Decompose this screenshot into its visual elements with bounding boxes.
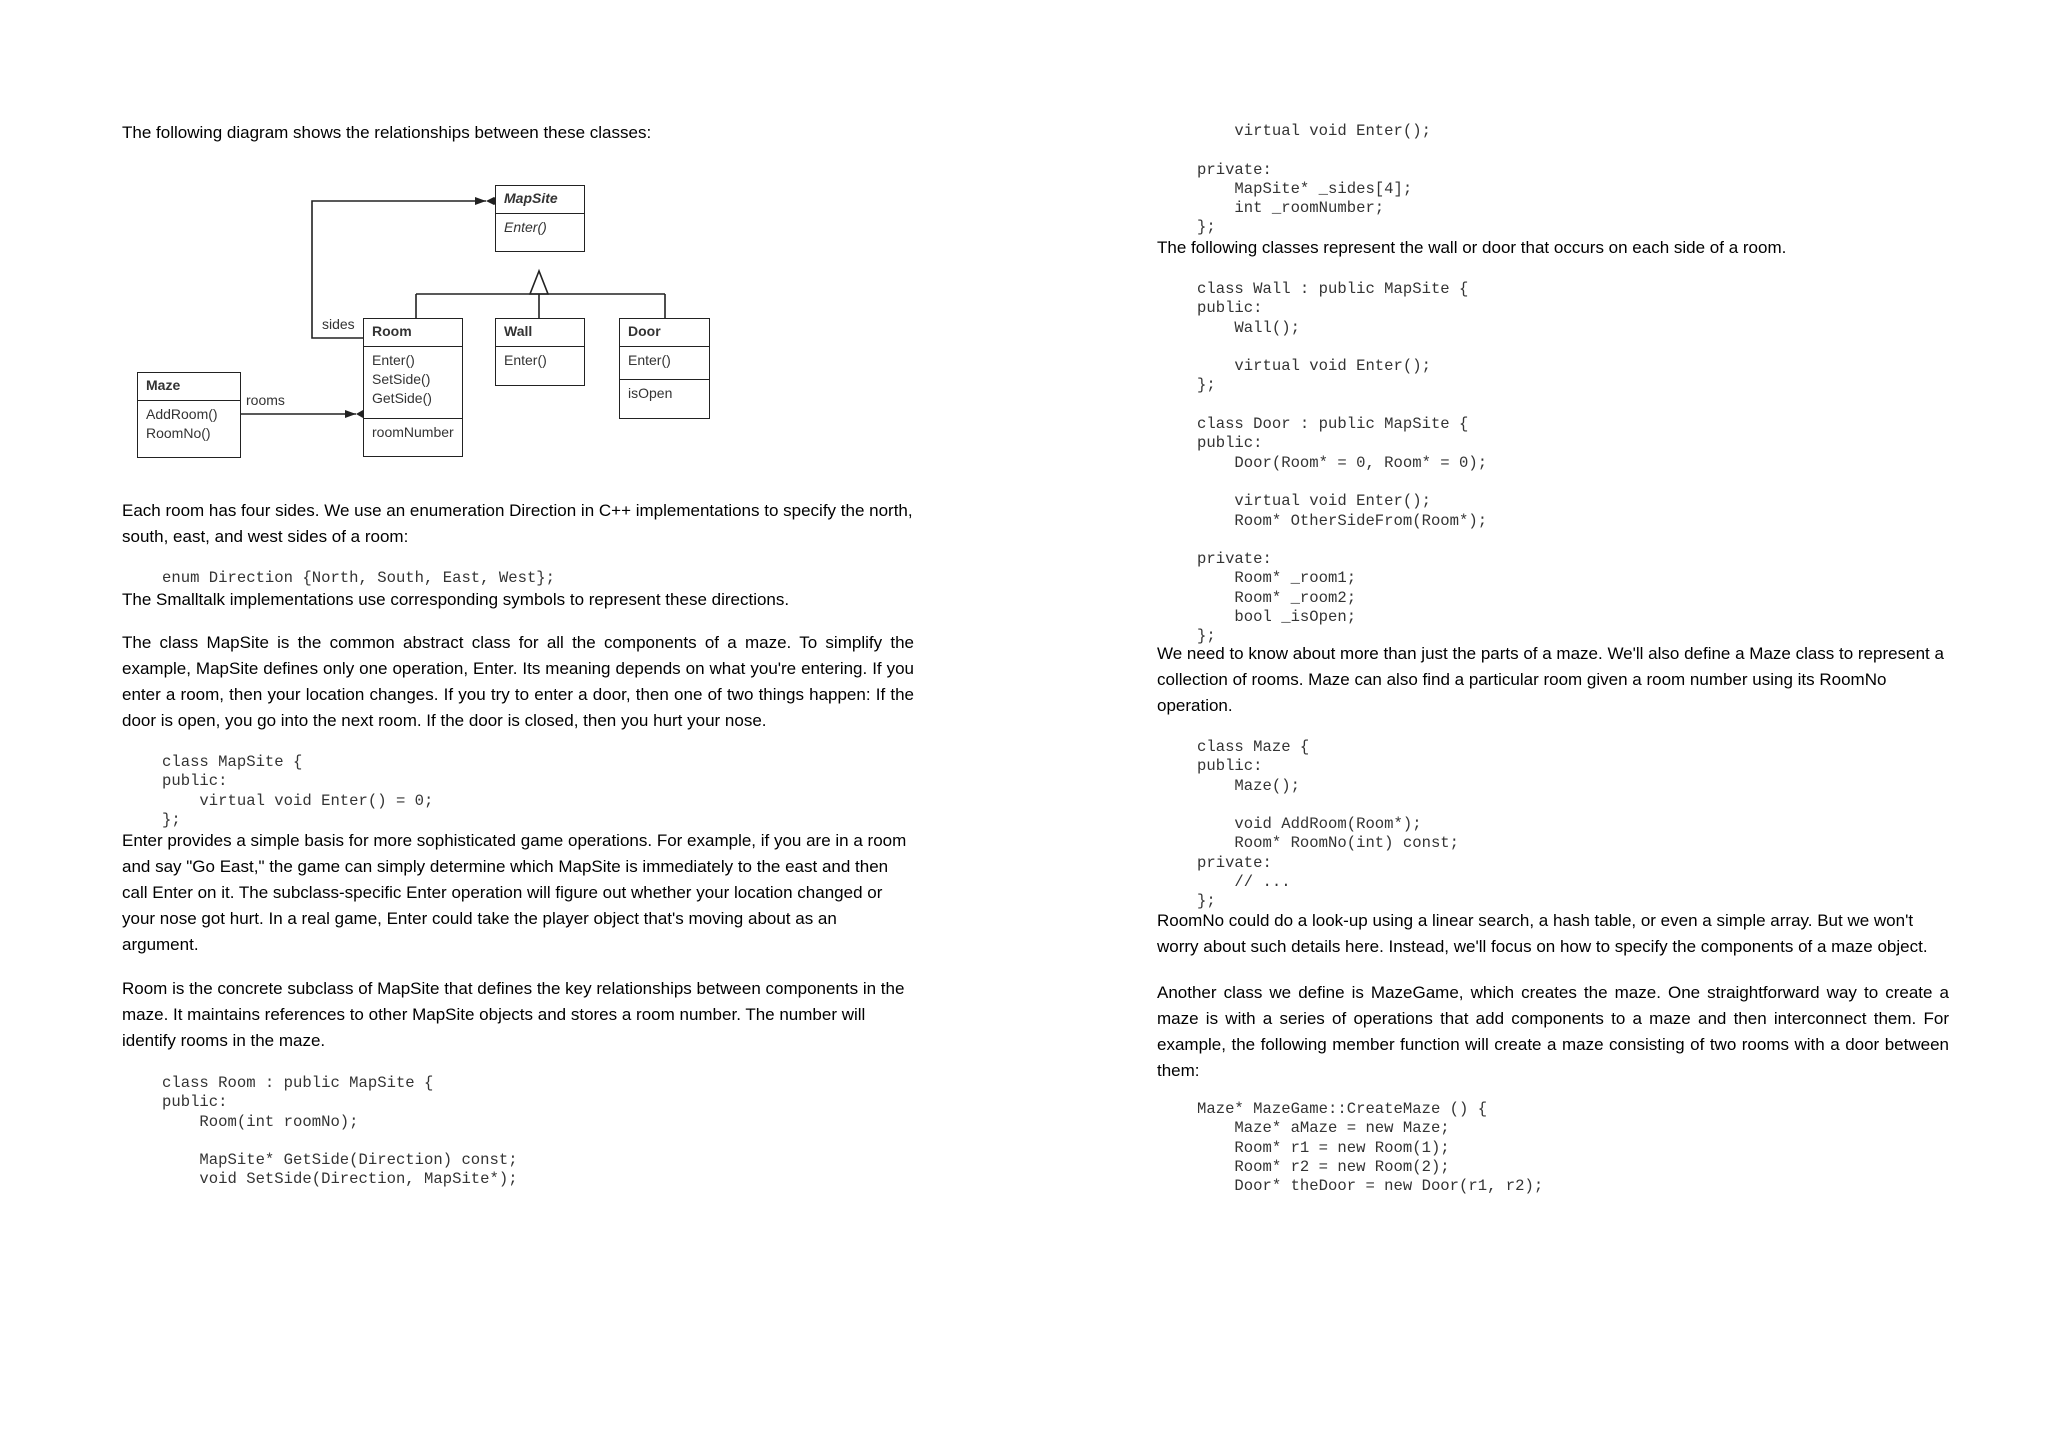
door-op: Enter() xyxy=(620,347,709,380)
sides-paragraph: Each room has four sides. We use an enumeration Direction in C++ implementations to specify the north, south, east, and west sides of a room: xyxy=(122,501,913,546)
room-op-getside: GetSide() xyxy=(372,390,432,406)
room-ops xyxy=(364,347,462,419)
enum-code: enum Direction {North, South, East, West}; xyxy=(162,569,556,587)
maze-paragraph: We need to know about more than just the parts of a maze. We'll also define a Maze class to represent a collection of rooms. Maze can also find a particular room given a room number using its RoomNo operation. xyxy=(1157,644,1944,715)
wall-op: Enter() xyxy=(504,352,547,368)
roomno-paragraph: RoomNo could do a look-up using a linear search, a hash table, or even a simple array. But we won't worry about such details here. Instead, we'll focus on how to specify the components of a maze object. xyxy=(1157,911,1928,956)
mazegame-paragraph: Another class we define is MazeGame, which creates the maze. One straightforward way to create a maze is with a series of operations that add components to a maze and then interconnect them. For example, the following member function will create a maze consisting of two rooms with a door between them: xyxy=(1157,983,1949,1080)
door-class-name: Door xyxy=(620,319,709,347)
wall-class-name: Wall xyxy=(496,319,584,347)
room-class-name: Room xyxy=(364,319,462,347)
sides-label: sides xyxy=(322,316,355,332)
smalltalk-paragraph: The Smalltalk implementations use corresponding symbols to represent these directions. xyxy=(122,590,790,609)
maze-op-roomno: RoomNo() xyxy=(146,425,211,441)
maze-class-name: Maze xyxy=(138,373,240,401)
door-class xyxy=(619,318,710,419)
mapsite-paragraph: The class MapSite is the common abstract class for all the components of a maze. To simplify the example, MapSite defines only one operation, Enter. Its meaning depends on what you're entering. If you enter a room, then your location changes. If you try to enter a door, then one of two things happen: If the door is open, you go into the next room. If the door is closed, then you hurt your nose. xyxy=(122,633,914,730)
maze-class xyxy=(137,372,241,458)
mapsite-op: Enter() xyxy=(504,219,547,235)
mapsite-code: class MapSite { public: virtual void Enter() = 0; }; xyxy=(162,753,434,829)
createmaze-code: Maze* MazeGame::CreateMaze () { Maze* aMaze = new Maze; Room* r1 = new Room(1); Room* r2 = new Room(2); Door* theDoor = new Door(r1, r2); xyxy=(1197,1100,1544,1196)
room-code-continued: virtual void Enter(); private: MapSite* _sides[4]; int _roomNumber; }; xyxy=(1197,122,1431,237)
rooms-label: rooms xyxy=(246,392,285,408)
room-op-enter: Enter() xyxy=(372,352,415,368)
room-op-setside: SetSide() xyxy=(372,371,431,387)
room-class xyxy=(363,318,463,457)
intro-paragraph: The following diagram shows the relationships between these classes: xyxy=(122,123,652,142)
room-paragraph: Room is the concrete subclass of MapSite that defines the key relationships between components in the maze. It maintains references to other MapSite objects and stores a room number. The number will identify rooms in the maze. xyxy=(122,979,905,1050)
mapsite-class xyxy=(495,185,585,252)
wall-door-code: class Wall : public MapSite { public: Wall(); virtual void Enter(); }; class Door : public MapSite { public: Door(Room* = 0, Room* = 0); virtual void Enter(); Room* OtherSideFrom(Room*); private: Room* _room1; Room* _room2; bool _isOpen; }; xyxy=(1197,280,1488,646)
room-code: class Room : public MapSite { public: Room(int roomNo); MapSite* GetSide(Direction) const; void SetSide(Direction, MapSite*); xyxy=(162,1074,518,1189)
wall-door-paragraph: The following classes represent the wall or door that occurs on each side of a room. xyxy=(1157,238,1787,257)
class-diagram xyxy=(122,0,914,480)
room-attr: roomNumber xyxy=(372,424,454,440)
wall-class xyxy=(495,318,585,386)
maze-code: class Maze { public: Maze(); void AddRoom(Room*); Room* RoomNo(int) const; private: // ... }; xyxy=(1197,738,1460,911)
mapsite-class-name: MapSite xyxy=(496,186,584,214)
maze-op-addroom: AddRoom() xyxy=(146,406,218,422)
enter-paragraph: Enter provides a simple basis for more sophisticated game operations. For example, if you are in a room and say "Go East," the game can simply determine which MapSite is immediately to the east and then call Enter on it. The subclass-specific Enter operation will figure out whether your location changed or your nose got hurt. In a real game, Enter could take the player object that's moving about as an argument. xyxy=(122,831,907,954)
door-attr: isOpen xyxy=(628,385,673,401)
maze-ops xyxy=(138,401,240,447)
